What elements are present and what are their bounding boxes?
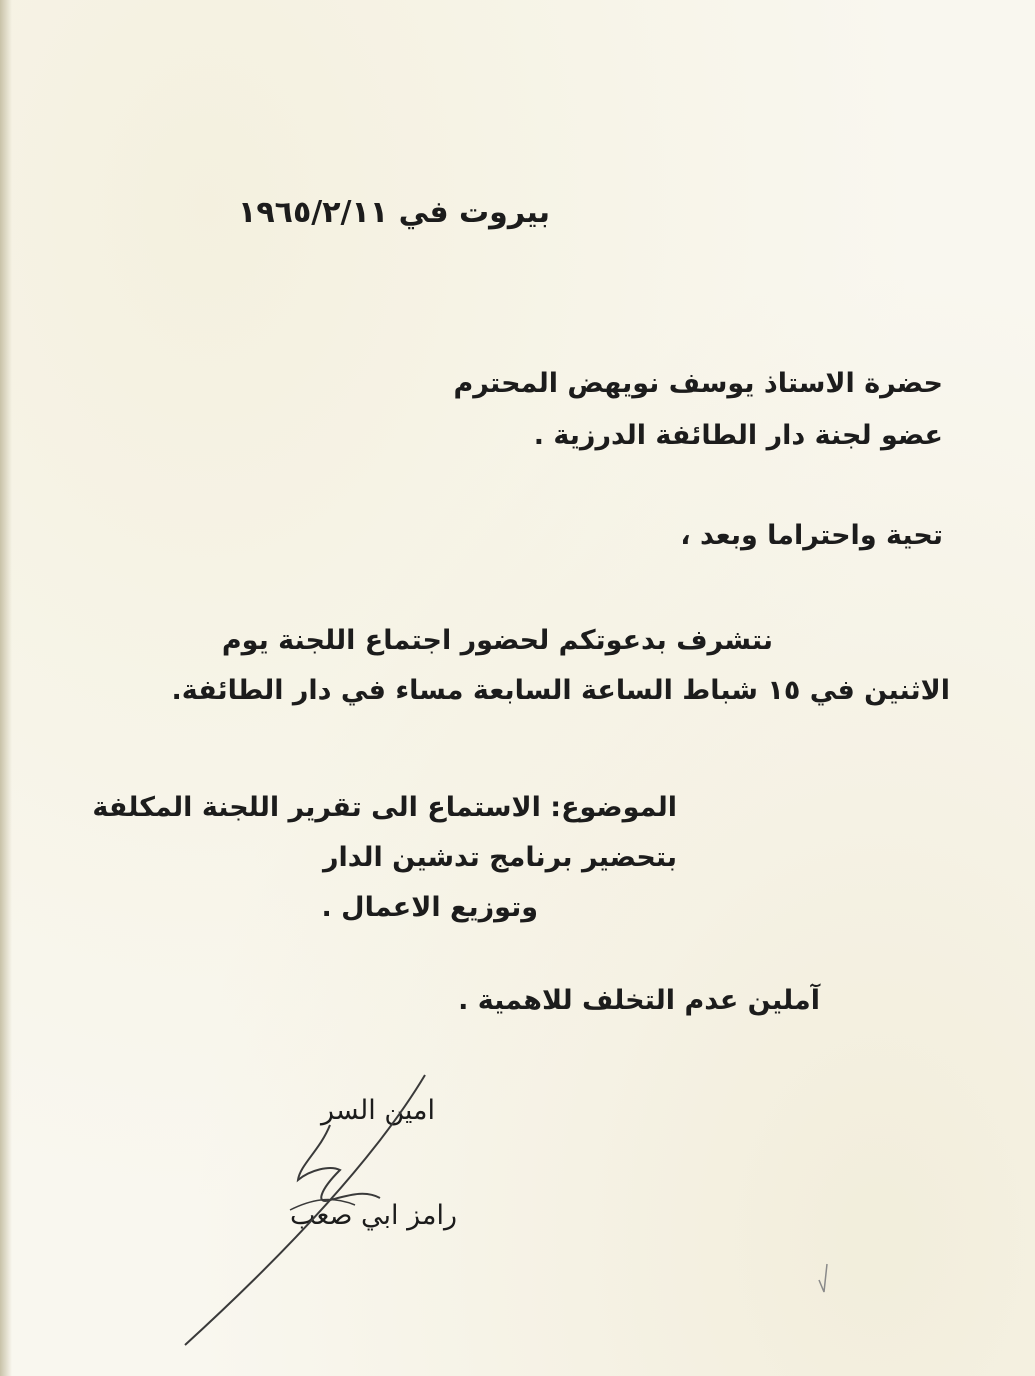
date-prefix: بيروت في: [398, 195, 550, 230]
signatory-name: رامز ابي صعب: [289, 1200, 457, 1231]
recipient-role: عضو لجنة دار الطائفة الدرزية .: [533, 420, 943, 451]
signatory-title: امين السر: [321, 1095, 435, 1126]
subject-line-3: وتوزيع الاعمال .: [321, 892, 538, 923]
body-line-2: الاثنين في ١٥ شباط الساعة السابعة مساء في دار الطائفة.: [171, 675, 950, 706]
subject-line-1: الموضوع: الاستماع الى تقرير اللجنة المكلفة: [92, 792, 677, 823]
letter-date: ١٩٦٥/٢/١١: [238, 195, 389, 230]
paper-mark: [815, 1262, 835, 1312]
closing-line: آملين عدم التخلف للاهمية .: [458, 985, 820, 1016]
subject-line-2: بتحضير برنامج تدشين الدار: [322, 842, 677, 873]
handwritten-signature: [180, 1070, 440, 1350]
greeting: تحية واحتراما وبعد ،: [680, 520, 943, 551]
date-line: [238, 195, 550, 230]
recipient-line: حضرة الاستاذ يوسف نويهض المحترم: [453, 368, 943, 399]
paper-edge-shadow: [0, 0, 12, 1376]
body-line-1: نتشرف بدعوتكم لحضور اجتماع اللجنة يوم: [221, 625, 773, 656]
